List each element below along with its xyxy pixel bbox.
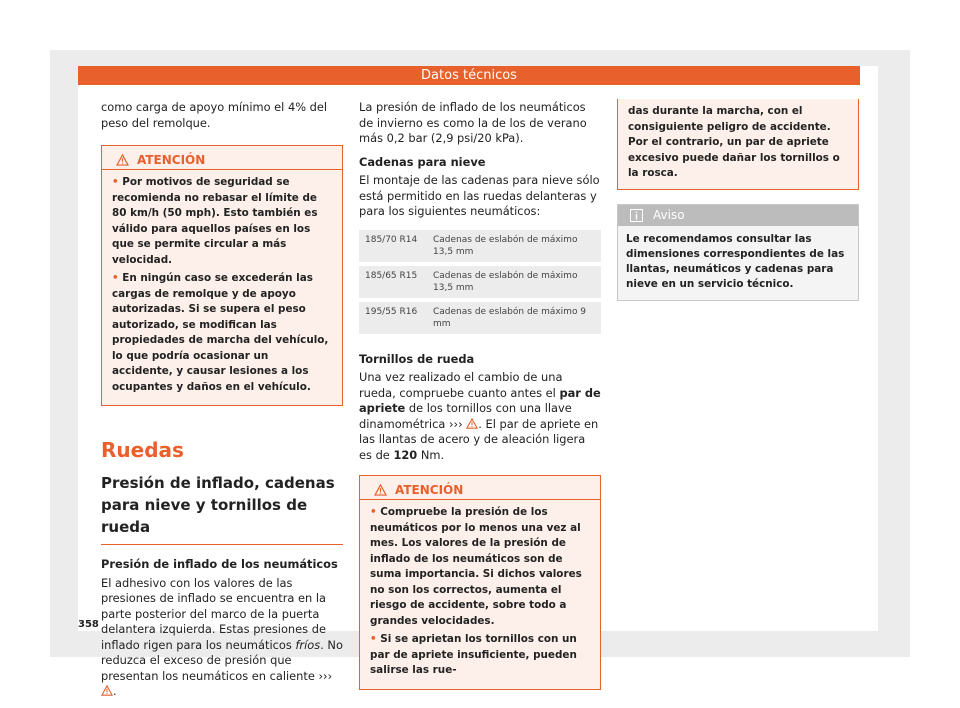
bolts-text: Una vez realizado el cambio de una rueda, compruebe cuanto antes el par de apriete de los tornillos con una llave dinamométrica ››› . El par de apriete en las llantas de acero y de aleación ligera es de 120 Nm. (359, 370, 601, 462)
note-title: Aviso (653, 208, 685, 222)
warning-box-2 (359, 475, 601, 690)
warning-item: • En ningún caso se excederán las cargas de remolque y de apoyo autorizadas. Si se supera el peso autorizado, se modifican las propiedades de marcha del vehículo, lo que podría ocasionar un accidente, y causar lesiones a los ocupantes y daños en el vehículo. (112, 272, 329, 393)
warning-item: • Si se aprietan los tornillos con un par de apriete insuficiente, pueden salirse las rue- (370, 633, 577, 676)
column-3 (617, 99, 859, 301)
pressure-heading: Presión de inflado de los neumáticos (101, 557, 338, 571)
section-title: Ruedas (101, 438, 184, 462)
note-box (617, 204, 859, 301)
warning-body: das durante la marcha, con el consiguiente peligro de accidente. Por el contrario, un par de apriete excesivo puede dañar los tornillos o la rosca. (628, 105, 840, 179)
chains-table (359, 226, 601, 338)
warning-body (360, 500, 600, 689)
section-header: Datos técnicos (78, 66, 860, 85)
chains-heading: Cadenas para nieve (359, 154, 486, 169)
warning-triangle-icon (116, 154, 129, 166)
warning-title: ATENCIÓN (137, 153, 206, 167)
cross-reference-link[interactable]: ››› (448, 416, 463, 431)
note-header (618, 205, 858, 226)
section-subtitle: Presión de inflado, cadenas para nieve y tornillos de rueda (101, 472, 343, 545)
warning-title: ATENCIÓN (395, 483, 464, 497)
column-2 (359, 100, 601, 690)
cross-reference-link[interactable]: ››› (318, 668, 333, 683)
table-row (359, 302, 601, 334)
bolts-heading: Tornillos de rueda (359, 351, 475, 366)
page-number: 358 (78, 619, 99, 630)
tire-size-cell: 195/55 R16 (359, 302, 427, 334)
note-body: Le recomendamos consultar las dimensiones correspondientes de las llantas, neumáticos y cadenas para nieve en un servicio técnico. (626, 232, 845, 290)
warning-triangle-icon (374, 484, 387, 496)
warning-item: • Por motivos de seguridad se recomienda no rebasar el límite de 80 km/h (50 mph). Esto también es válido para aquellos países en los que se permite circular a más velocidad. (112, 176, 318, 266)
table-row (359, 266, 601, 298)
chain-desc-cell: Cadenas de eslabón de máximo 13,5 mm (427, 230, 601, 262)
warning-triangle-icon[interactable] (466, 418, 478, 429)
chains-text: El montaje de las cadenas para nieve sólo está permitido en las ruedas delanteras y para los siguientes neumáticos: (359, 173, 600, 218)
column-1 (101, 100, 343, 700)
chain-desc-cell: Cadenas de eslabón de máximo 9 mm (427, 302, 601, 334)
warning-body (102, 170, 342, 405)
warning-triangle-icon[interactable] (101, 685, 113, 696)
warning-item: • Compruebe la presión de los neumáticos por lo menos una vez al mes. Los valores de la presión de inflado de los neumáticos son de suma importancia. Si dichos valores no son los correctos, aumenta el riesgo de accidente, sobre todo a grandes velocidades. (370, 506, 582, 627)
pressure-text: El adhesivo con los valores de las presiones de inflado se encuentra en la parte posterior del marco de la puerta delantera izquierda. Estas presiones de inflado rigen para los neumáticos fríos. No reduzca el exceso de presión que presentan los neumáticos en caliente ››› . (101, 575, 343, 698)
tire-size-cell: 185/65 R15 (359, 266, 427, 298)
info-icon (630, 209, 643, 222)
table-row (359, 230, 601, 262)
intro-text: como carga de apoyo mínimo el 4% del peso del remolque. (101, 100, 328, 130)
tire-size-cell: 185/70 R14 (359, 230, 427, 262)
warning-header (360, 476, 600, 500)
winter-text: La presión de inflado de los neumáticos de invierno es como la de los de verano más 0,2 bar (2,9 psi/20 kPa). (359, 100, 587, 145)
warning-box-1 (101, 145, 343, 406)
warning-box-continued (617, 99, 859, 190)
chain-desc-cell: Cadenas de eslabón de máximo 13,5 mm (427, 266, 601, 298)
warning-header (102, 146, 342, 170)
